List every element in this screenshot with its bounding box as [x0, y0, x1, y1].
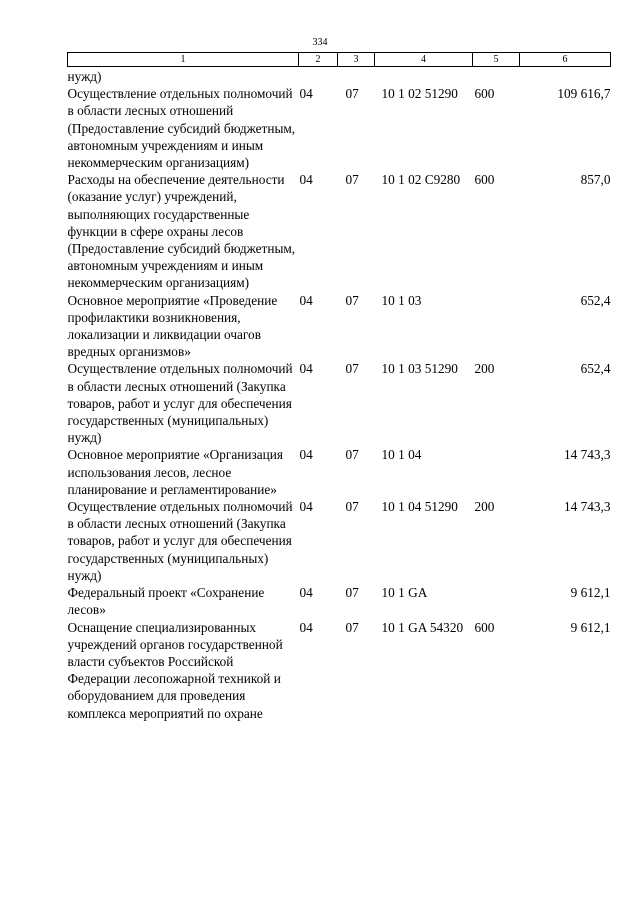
- header-col-2: 2: [299, 53, 338, 67]
- row-name-cell: Осуществление отдельных полномочий в области лесных отношений (Закупка товаров, работ и услуг для обеспечения государственных (муниципальных) нужд): [67, 361, 293, 446]
- row-name-cell: нужд): [67, 69, 102, 84]
- row-sum-cell: 652,4: [580, 361, 611, 377]
- row-subsection-cell: 07: [345, 172, 359, 188]
- row-section-cell: 04: [299, 447, 313, 463]
- row-target-article-cell: [375, 67, 473, 86]
- row-name-cell: Расходы на обеспечение деятельности (оказание услуг) учреждений, выполняющих государственные функции в сфере охраны лесов (Предоставление субсидий бюджетным, автономным учреждениям и иным некоммерческим организациям): [67, 172, 296, 291]
- row-expense-type-cell: 600: [474, 172, 495, 188]
- header-col-4: 4: [375, 53, 473, 67]
- row-target-article-cell: 10 1 04: [381, 447, 422, 463]
- row-section-cell: 04: [299, 619, 313, 635]
- row-subsection-cell: [338, 67, 375, 86]
- row-sum-cell: 652,4: [580, 292, 611, 308]
- table-body: [68, 67, 611, 722]
- row-expense-type-cell: [473, 292, 520, 361]
- row-sum-cell: 14 743,3: [563, 499, 611, 515]
- row-expense-type-cell: [473, 584, 520, 618]
- row-sum-cell: 109 616,7: [557, 86, 611, 102]
- row-target-article-cell: 10 1 GA: [381, 585, 428, 601]
- budget-table: [67, 52, 611, 722]
- row-target-article-cell: 10 1 03: [381, 292, 422, 308]
- row-expense-type-cell: [473, 446, 520, 498]
- header-row: [68, 53, 611, 67]
- row-subsection-cell: 07: [345, 292, 359, 308]
- row-name-cell: Основное мероприятие «Проведение профилактики возникновения, локализации и ликвидации очагов вредных организмов»: [67, 292, 278, 360]
- row-target-article-cell: 10 1 02 С9280: [381, 172, 461, 188]
- row-expense-type-cell: 600: [474, 86, 495, 102]
- row-sum-cell: [520, 67, 611, 86]
- row-section-cell: 04: [299, 292, 313, 308]
- row-section-cell: [299, 67, 338, 86]
- table-row: [68, 85, 611, 171]
- row-sum-cell: 14 743,3: [563, 447, 611, 463]
- table-row: [68, 498, 611, 584]
- header-col-1: 1: [68, 53, 299, 67]
- row-subsection-cell: 07: [345, 361, 359, 377]
- table-row: [68, 292, 611, 361]
- table-header: [68, 53, 611, 67]
- row-name-cell: Оснащение специализированных учреждений органов государственной власти субъектов Российской Федерации лесопожарной техникой и оборудованием для проведения комплекса мероприятий по охране: [67, 619, 283, 721]
- row-target-article-cell: 10 1 GA 54320: [381, 619, 464, 635]
- row-subsection-cell: 07: [345, 86, 359, 102]
- row-target-article-cell: 10 1 03 51290: [381, 361, 458, 377]
- row-name-cell: Осуществление отдельных полномочий в области лесных отношений (Закупка товаров, работ и услуг для обеспечения государственных (муниципальных) нужд): [67, 499, 293, 583]
- row-name-cell: Федеральный проект «Сохранение лесов»: [67, 585, 265, 618]
- row-expense-type-cell: 200: [474, 361, 495, 377]
- row-subsection-cell: 07: [345, 447, 359, 463]
- row-section-cell: 04: [299, 499, 313, 515]
- table-row: [68, 360, 611, 446]
- table-row: [68, 446, 611, 498]
- row-subsection-cell: 07: [345, 585, 359, 601]
- table-row: [68, 619, 611, 722]
- row-sum-cell: 857,0: [580, 172, 611, 188]
- row-target-article-cell: 10 1 02 51290: [381, 86, 458, 102]
- row-expense-type-cell: 200: [474, 499, 495, 515]
- row-section-cell: 04: [299, 361, 313, 377]
- row-section-cell: 04: [299, 172, 313, 188]
- header-col-5: 5: [473, 53, 520, 67]
- row-sum-cell: 9 612,1: [570, 619, 611, 635]
- row-subsection-cell: 07: [345, 619, 359, 635]
- row-sum-cell: 9 612,1: [570, 585, 611, 601]
- table-row: [68, 171, 611, 291]
- row-name-cell: Основное мероприятие «Организация использования лесов, лесное планирование и регламентирование»: [67, 447, 283, 497]
- header-col-3: 3: [338, 53, 375, 67]
- row-section-cell: 04: [299, 86, 313, 102]
- header-col-6: 6: [520, 53, 611, 67]
- row-subsection-cell: 07: [345, 499, 359, 515]
- row-expense-type-cell: [473, 67, 520, 86]
- table-row: [68, 584, 611, 618]
- row-target-article-cell: 10 1 04 51290: [381, 499, 458, 515]
- row-expense-type-cell: 600: [474, 619, 495, 635]
- page-number: 334: [312, 37, 328, 48]
- row-section-cell: 04: [299, 585, 313, 601]
- table-row: [68, 67, 611, 86]
- row-name-cell: Осуществление отдельных полномочий в области лесных отношений (Предоставление субсидий бюджетным, автономным учреждениям и иным некоммерческим организациям): [67, 86, 296, 171]
